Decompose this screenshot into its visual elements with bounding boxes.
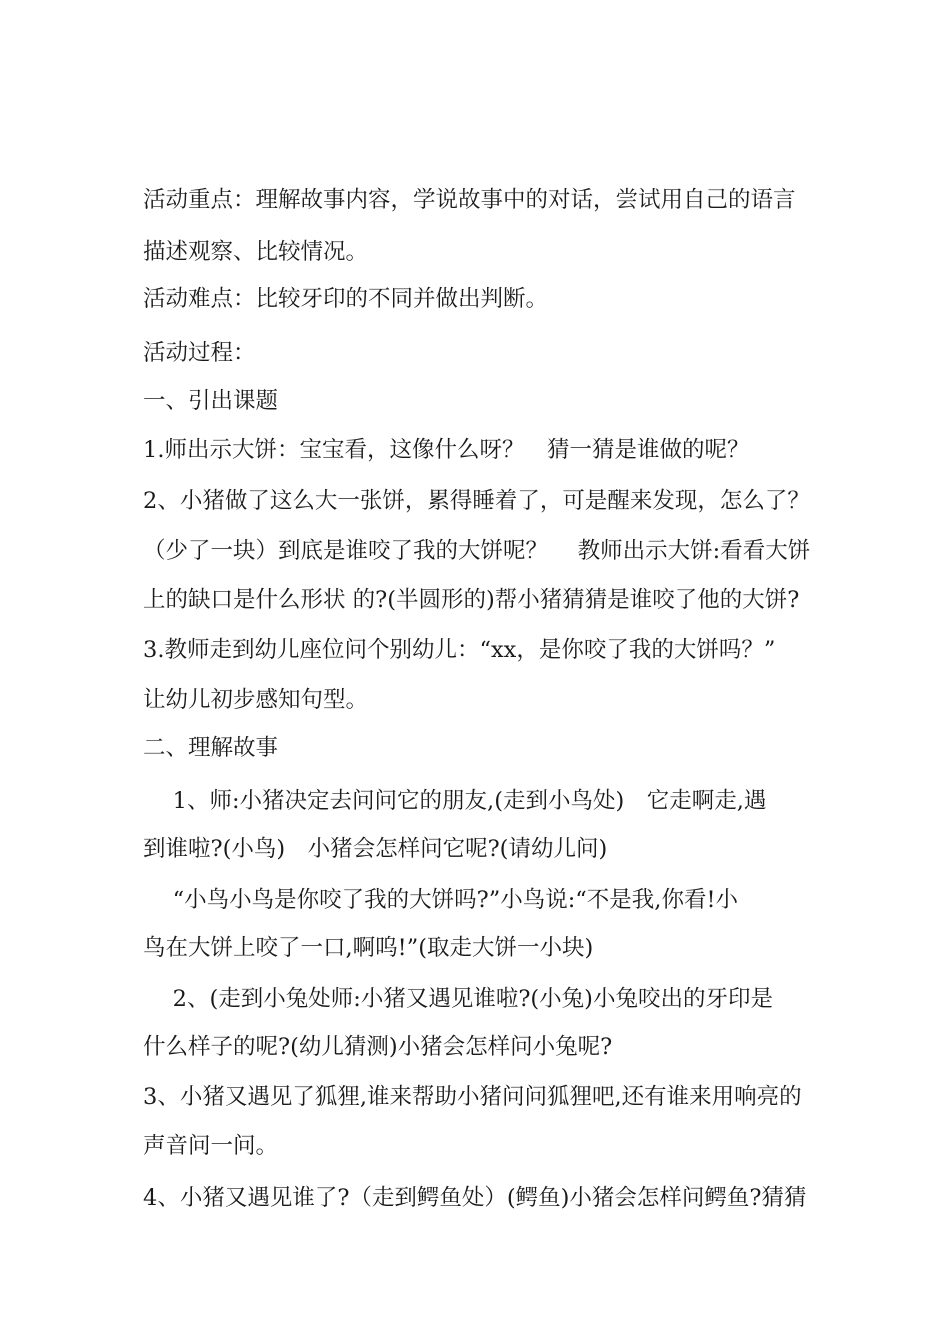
text-line: 什么样子的呢?(幼儿猜测)小猪会怎样问小兔呢?: [143, 1034, 613, 1060]
text-line: 3.教师走到幼儿座位问个别幼儿：“xx，是你咬了我的大饼吗？”: [143, 637, 776, 663]
text-line: 声音问一问。: [143, 1133, 279, 1159]
text-line: “小鸟小鸟是你咬了我的大饼吗?”小鸟说:“不是我,你看!小: [143, 887, 738, 913]
text-line: 3、小猪又遇见了狐狸,谁来帮助小猪问问狐狸吧,还有谁来用响亮的: [143, 1084, 802, 1110]
text-line: 让幼儿初步感知句型。: [143, 687, 369, 713]
text-line: 1、师:小猪决定去问问它的朋友,(走到小鸟处) 它走啊走,遇: [143, 788, 767, 814]
section-heading: 一、引出课题: [143, 388, 279, 414]
text-line: 2、小猪做了这么大一张饼，累得睡着了，可是醒来发现，怎么了？: [143, 488, 810, 514]
text-line: 活动重点：理解故事内容，学说故事中的对话，尝试用自己的语言: [143, 187, 796, 213]
section-heading: 二、理解故事: [143, 735, 279, 761]
text-line: 1.师出示大饼：宝宝看，这像什么呀？ 猜一猜是谁做的呢？: [143, 437, 750, 463]
text-line: 描述观察、比较情况。: [143, 239, 369, 265]
text-line: 活动难点：比较牙印的不同并做出判断。: [143, 286, 549, 312]
text-line: 上的缺口是什么形状 的?(半圆形的)帮小猪猜猜是谁咬了他的大饼?: [143, 587, 800, 613]
text-line: （少了一块）到底是谁咬了我的大饼呢？ 教师出示大饼:看看大饼: [143, 538, 811, 564]
text-line: 4、小猪又遇见谁了?（走到鳄鱼处）(鳄鱼)小猪会怎样问鳄鱼?猜猜: [143, 1185, 807, 1211]
text-line: 2、(走到小兔处师:小猪又遇见谁啦?(小兔)小兔咬出的牙印是: [143, 986, 773, 1012]
text-line: 鸟在大饼上咬了一口,啊呜!”(取走大饼一小块): [143, 935, 594, 961]
text-line: 活动过程：: [143, 340, 256, 366]
text-line: 到谁啦?(小鸟) 小猪会怎样问它呢?(请幼儿问): [143, 836, 608, 862]
